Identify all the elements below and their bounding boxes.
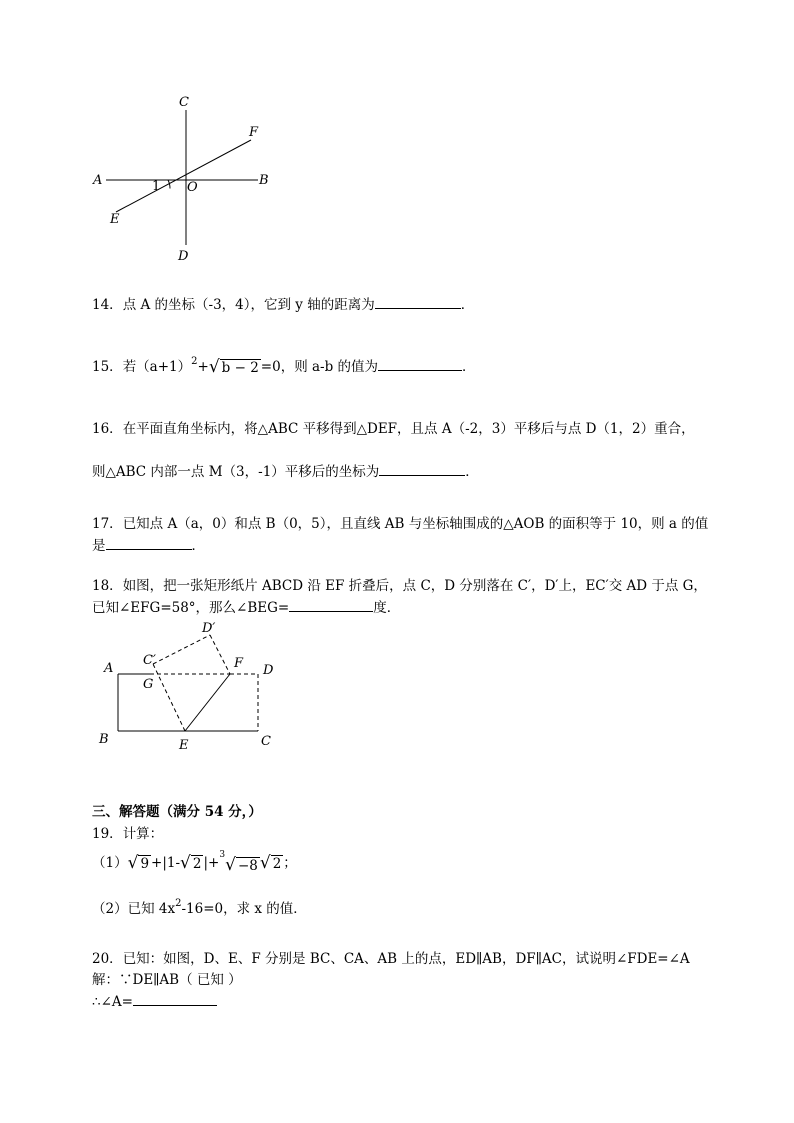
question-18-line-2	[92, 597, 400, 618]
period: ．	[465, 464, 479, 480]
label-c-prime: C′	[143, 653, 156, 668]
question-number: 19．	[92, 826, 123, 842]
label-o: O	[187, 180, 198, 195]
label-d-prime: D′	[202, 621, 216, 636]
question-text: =0，则 a-b 的值为	[260, 359, 379, 375]
expression-part: |+	[203, 855, 220, 871]
label-f: F	[234, 656, 244, 671]
question-17	[92, 514, 708, 534]
unit-degree: 度．	[373, 600, 401, 616]
section-heading-3: 三、解答题（满分 54 分，）	[92, 804, 262, 820]
root-index: 3	[219, 849, 226, 860]
exponent: 2	[175, 898, 182, 909]
question-18	[92, 576, 707, 596]
question-20-line-3	[92, 991, 217, 1012]
solution-text: ∴∠A=	[92, 994, 133, 1010]
label-e: E	[179, 738, 189, 753]
question-text: 在平面直角坐标内，将△ABC 平移得到△DEF，且点 A（-2，3）平移后与点 D（1，2）重合，	[122, 421, 695, 437]
plus-sign: +	[197, 359, 209, 375]
label-f: F	[249, 125, 259, 140]
question-text: 已知：如图，D、E、F 分别是 BC、CA、AB 上的点，ED∥AB，DF∥AC，试说明∠FDE=∠A	[122, 951, 690, 967]
question-20	[92, 949, 690, 969]
segment-fe	[185, 674, 230, 731]
line-ef	[116, 140, 251, 212]
question-text: 点 A 的坐标（-3，4），它到 y 轴的距离为	[122, 297, 375, 313]
answer-blank[interactable]	[133, 991, 217, 1006]
label-d: D	[178, 249, 189, 264]
answer-blank[interactable]	[379, 461, 465, 476]
question-text: 计算：	[122, 826, 164, 842]
question-text: 已知∠EFG=58°，那么∠BEG=	[92, 600, 290, 616]
sqrt-9: √ 9	[127, 853, 150, 873]
period: ．	[460, 297, 475, 313]
solution-text: 解：∵DE∥AB（ 已知 ）	[92, 972, 242, 988]
question-16	[92, 419, 695, 439]
sqrt-expression: √ b − 2	[208, 357, 259, 377]
label-e: E	[110, 212, 120, 227]
question-number: 17．	[92, 516, 123, 532]
cube-root-neg-8: 3 √ −8	[219, 854, 259, 874]
label-d: D	[263, 663, 274, 678]
part-number: （1）	[92, 855, 128, 871]
label-1: 1	[152, 179, 161, 194]
question-14	[92, 294, 474, 315]
label-b: B	[99, 732, 109, 747]
label-a: A	[104, 661, 114, 676]
question-15	[92, 356, 476, 379]
answer-blank[interactable]	[375, 294, 461, 309]
figure-intersecting-lines	[86, 90, 286, 265]
period: ．	[191, 538, 205, 554]
question-number: 15．	[92, 359, 123, 375]
label-c: C	[261, 734, 271, 749]
label-c: C	[179, 95, 189, 110]
figure-folded-rectangle	[90, 618, 290, 758]
radicand: −8	[237, 857, 258, 874]
question-20-line-2	[92, 970, 242, 990]
question-19-part-2	[92, 899, 307, 921]
exponent: 2	[191, 356, 198, 367]
period: ．	[462, 359, 476, 375]
question-16-line-2	[92, 461, 479, 482]
answer-blank[interactable]	[106, 535, 192, 550]
segment-c-prime-d-prime	[153, 635, 210, 664]
radicand: 2	[272, 856, 282, 872]
label-g: G	[143, 677, 154, 692]
question-number: 18．	[92, 578, 123, 594]
question-number: 20．	[92, 951, 123, 967]
answer-blank[interactable]	[289, 597, 373, 612]
expression-part: +|1-	[151, 855, 181, 871]
sqrt-2: √ 2	[180, 853, 202, 873]
semicolon: ；	[283, 855, 297, 871]
answer-blank[interactable]	[378, 356, 462, 371]
label-b: B	[259, 173, 269, 188]
sqrt-2-second: √ 2	[259, 853, 282, 873]
expression-part: 若（a+1）	[122, 359, 192, 375]
question-number: 16．	[92, 421, 123, 437]
question-text: 如图，把一张矩形纸片 ABCD 沿 EF 折叠后，点 C，D 分别落在 C′，D′上，EC′交 AD 于点 G，	[122, 578, 707, 594]
radicand: 9	[140, 856, 150, 872]
question-text: 已知点 A（a，0）和点 B（0，5），且直线 AB 与坐标轴围成的△AOB 的面积等于 10，则 a 的值	[122, 516, 709, 532]
label-a: A	[93, 173, 103, 188]
radicand: 2	[192, 856, 202, 872]
question-19	[92, 824, 163, 844]
question-number: 14．	[92, 297, 123, 313]
segment-d-prime-f	[210, 635, 230, 674]
expression-part: 已知 4x	[127, 901, 176, 917]
question-19-part-1	[92, 849, 297, 875]
question-text: 则△ABC 内部一点 M（3，-1）平移后的坐标为	[92, 464, 380, 480]
question-text: 是	[92, 538, 106, 554]
question-text: -16=0，求 x 的值．	[181, 901, 307, 917]
radicand: b − 2	[221, 360, 259, 376]
question-17-line-2	[92, 535, 205, 556]
part-number: （2）	[92, 901, 128, 917]
